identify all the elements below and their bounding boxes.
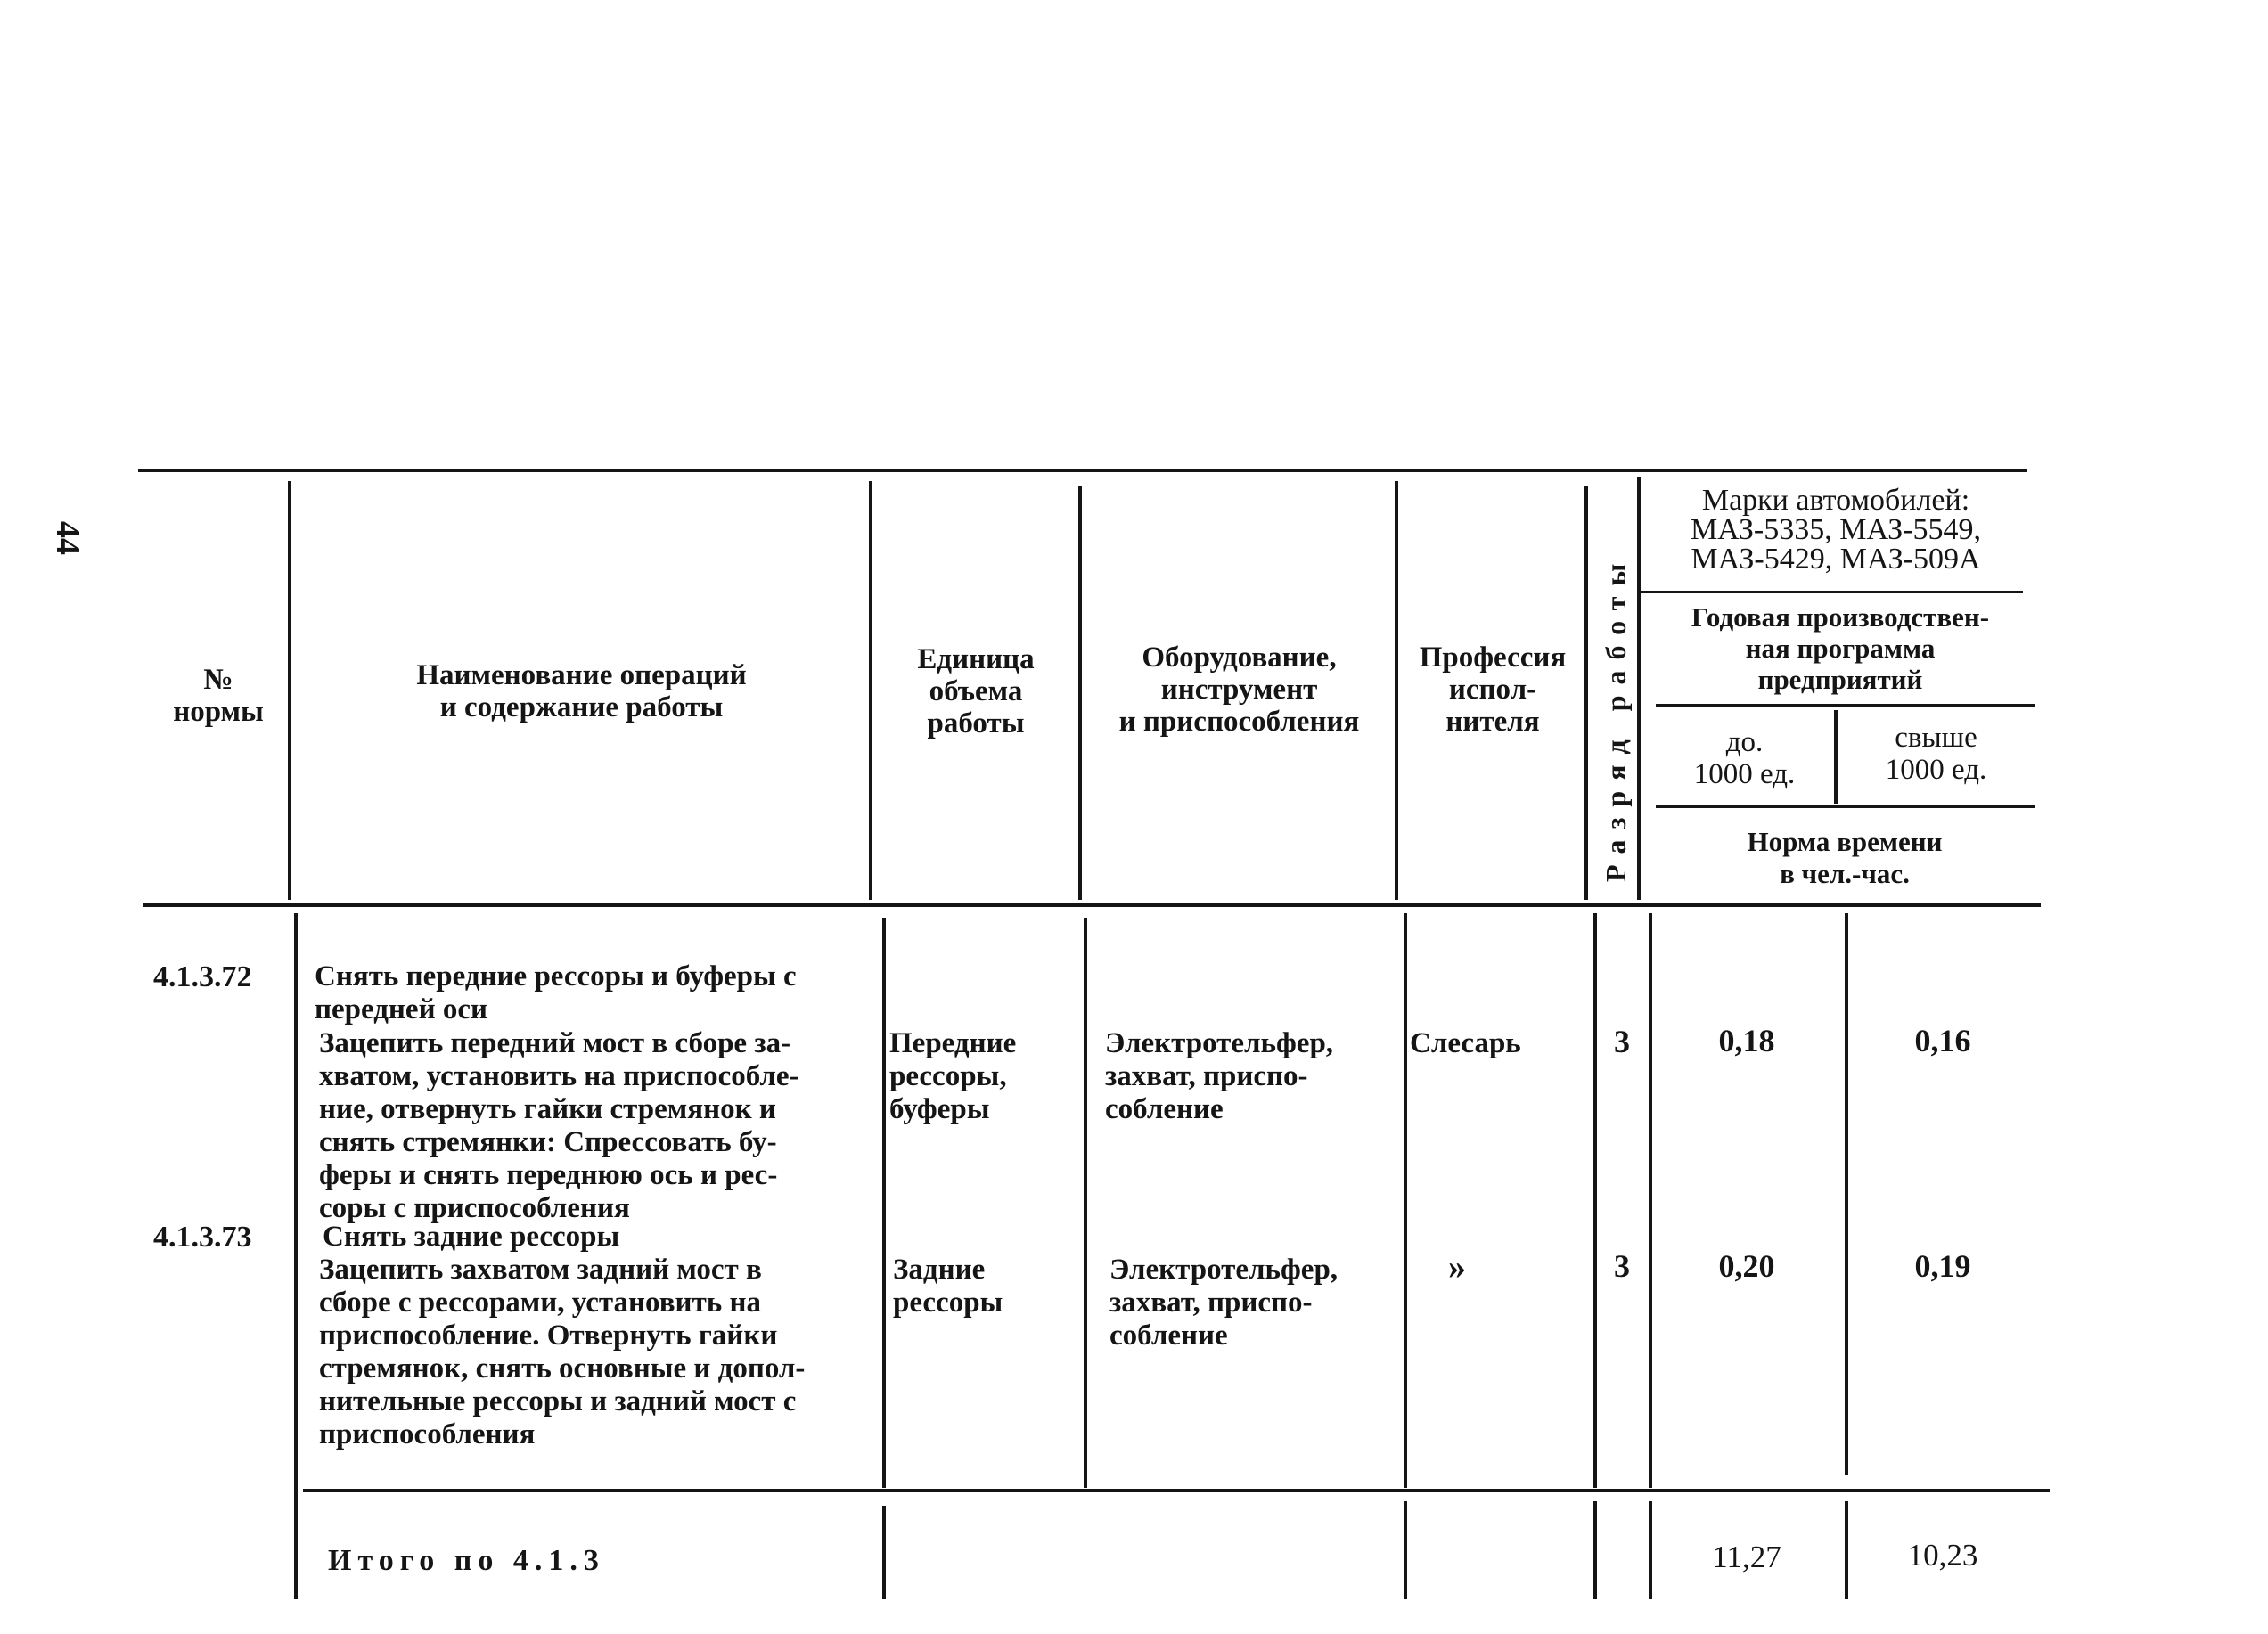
row-1-equipment-line1: Электротельфер, — [1105, 1027, 1334, 1059]
row-2-equipment-line1: Электротельфер, — [1109, 1254, 1339, 1286]
total-label: Итого по 4.1.3 — [328, 1544, 605, 1577]
units-divider — [1656, 805, 2035, 808]
table-top-rule — [138, 469, 2027, 472]
row-1-no: 4.1.3.72 — [153, 960, 252, 993]
row-2-content-line5: нительные рессоры и задний мост с — [319, 1385, 797, 1417]
row-2-content-line4: стремянок, снять основные и допол- — [319, 1352, 806, 1385]
header-program-line2: ная программа — [1745, 633, 1936, 664]
header-brands — [1644, 486, 2027, 574]
row-1-equipment-line2: захват, приспо- — [1105, 1060, 1308, 1092]
header-col-unit-line2: объема — [929, 675, 1023, 707]
total-vline-1 — [882, 1506, 886, 1599]
header-col-unit-line1: Единица — [917, 643, 1035, 675]
hdr-vline-1 — [288, 481, 291, 900]
body-vline-3 — [1084, 918, 1087, 1488]
row-2-unit-line1: Задние — [893, 1254, 986, 1286]
body-vline-6 — [1649, 913, 1652, 1488]
row-2-content-line6: приспособления — [319, 1418, 536, 1450]
row-2-upto: 0,20 — [1718, 1248, 1775, 1284]
body-vline-1 — [294, 913, 298, 1599]
header-col-no-line2: нормы — [173, 696, 264, 728]
row-2-unit-line2: рессоры — [893, 1287, 1003, 1319]
header-above-line1: свыше — [1895, 722, 1977, 754]
row-2-content — [319, 1254, 915, 1451]
page-number: 44 — [49, 521, 86, 555]
header-col-profession — [1404, 641, 1582, 738]
row-1-content-line4: снять стремянки: Спрессовать бу- — [319, 1126, 777, 1158]
program-divider — [1656, 704, 2035, 707]
header-col-name-line1: Наименование операций — [416, 659, 747, 691]
header-brands-line3: МАЗ-5429, МАЗ-509А — [1691, 543, 1981, 576]
hdr-vline-6 — [1637, 477, 1641, 900]
total-vline-5 — [1845, 1501, 1848, 1599]
row-2-title — [323, 1221, 914, 1254]
header-program — [1644, 601, 2036, 695]
body-vline-7 — [1845, 913, 1848, 1475]
header-col-profession-line1: Профессия — [1419, 641, 1567, 674]
header-upto — [1658, 726, 1831, 790]
header-upto-line1: до. — [1725, 726, 1764, 758]
row-1-title-line2: передней оси — [315, 993, 488, 1025]
row-2-content-line3: приспособление. Отвернуть гайки — [319, 1319, 778, 1352]
total-upto: 11,27 — [1712, 1540, 1781, 1574]
header-above-line2: 1000 ед. — [1885, 754, 1987, 786]
row-2-no: 4.1.3.73 — [153, 1221, 252, 1254]
header-col-grade: Разряд работы — [1600, 552, 1632, 882]
header-brands-line2: МАЗ-5335, МАЗ-5549, — [1690, 513, 1982, 546]
row-2-equipment-line2: захват, приспо- — [1109, 1287, 1313, 1319]
hdr-vline-4 — [1395, 481, 1398, 900]
body-vline-4 — [1404, 913, 1407, 1488]
row-1-unit-line2: рессоры, — [889, 1060, 1007, 1092]
row-2-equipment-line3: собление — [1109, 1319, 1228, 1352]
header-col-equipment-line3: и приспособления — [1118, 706, 1360, 738]
row-1-title-line1: Снять передние рессоры и буферы с — [315, 960, 797, 993]
header-col-equipment — [1085, 641, 1393, 738]
row-1-title — [315, 960, 915, 1026]
row-1-equipment — [1105, 1027, 1438, 1126]
row-1-upto: 0,18 — [1718, 1023, 1775, 1058]
total-vline-2 — [1404, 1501, 1407, 1599]
header-col-no-line1: № — [203, 664, 233, 696]
header-norm-line2: в чел.-час. — [1780, 858, 1910, 889]
header-col-equipment-line2: инструмент — [1160, 674, 1318, 706]
header-norm-line1: Норма времени — [1747, 826, 1943, 857]
hdr-vline-3 — [1078, 486, 1082, 900]
row-1-unit-line1: Передние — [889, 1027, 1017, 1059]
header-col-profession-line2: испол- — [1448, 674, 1537, 706]
row-1-content — [319, 1027, 915, 1225]
row-1-content-line2: хватом, установить на приспособле- — [319, 1060, 799, 1092]
header-above — [1840, 722, 2032, 786]
row-1-equipment-line3: собление — [1105, 1093, 1224, 1125]
total-above: 10,23 — [1907, 1538, 1978, 1573]
header-norm — [1653, 826, 2036, 890]
row-2-content-line1: Зацепить захватом задний мост в — [319, 1254, 762, 1286]
total-vline-4 — [1649, 1501, 1652, 1599]
row-2-profession: » — [1448, 1246, 1466, 1287]
hdr-vline-5 — [1584, 486, 1588, 900]
header-program-line1: Годовая производствен- — [1691, 601, 1990, 633]
row-1-content-line6: соры с приспособления — [319, 1192, 630, 1224]
row-1-content-line3: ние, отвернуть гайки стремянок и — [319, 1093, 776, 1125]
header-col-profession-line3: нителя — [1445, 706, 1540, 738]
body-vline-5 — [1593, 913, 1597, 1488]
hdr-vline-7 — [1834, 710, 1838, 804]
row-1-unit — [889, 1027, 1116, 1126]
total-top-rule — [303, 1489, 2050, 1492]
header-col-equipment-line1: Оборудование, — [1142, 641, 1337, 674]
header-col-no — [156, 664, 281, 728]
row-2-unit — [893, 1254, 1115, 1319]
header-upto-line2: 1000 ед. — [1693, 758, 1796, 790]
row-2-above: 0,19 — [1914, 1248, 1971, 1284]
row-2-content-line2: сборе с рессорами, установить на — [319, 1287, 761, 1319]
row-1-content-line1: Зацепить передний мост в сборе за- — [319, 1027, 791, 1059]
header-col-name — [299, 659, 864, 723]
row-1-grade: 3 — [1614, 1024, 1630, 1059]
header-col-name-line2: и содержание работы — [439, 691, 724, 723]
row-1-profession: Слесарь — [1410, 1027, 1521, 1059]
header-bottom-rule — [143, 903, 2041, 907]
header-program-line3: предприятий — [1757, 664, 1923, 695]
total-vline-3 — [1593, 1501, 1597, 1599]
hdr-vline-2 — [869, 481, 872, 900]
header-col-unit-line3: работы — [927, 707, 1025, 739]
row-2-title-line1: Снять задние рессоры — [323, 1221, 620, 1253]
row-1-unit-line3: буферы — [889, 1093, 990, 1125]
header-brands-line1: Марки автомобилей: — [1701, 484, 1970, 517]
row-2-grade: 3 — [1614, 1248, 1630, 1284]
row-1-above: 0,16 — [1914, 1023, 1971, 1058]
row-1-content-line5: феры и снять переднюю ось и рес- — [319, 1159, 778, 1191]
header-col-unit — [878, 643, 1074, 739]
row-2-equipment — [1109, 1254, 1438, 1352]
brands-divider — [1640, 591, 2023, 593]
